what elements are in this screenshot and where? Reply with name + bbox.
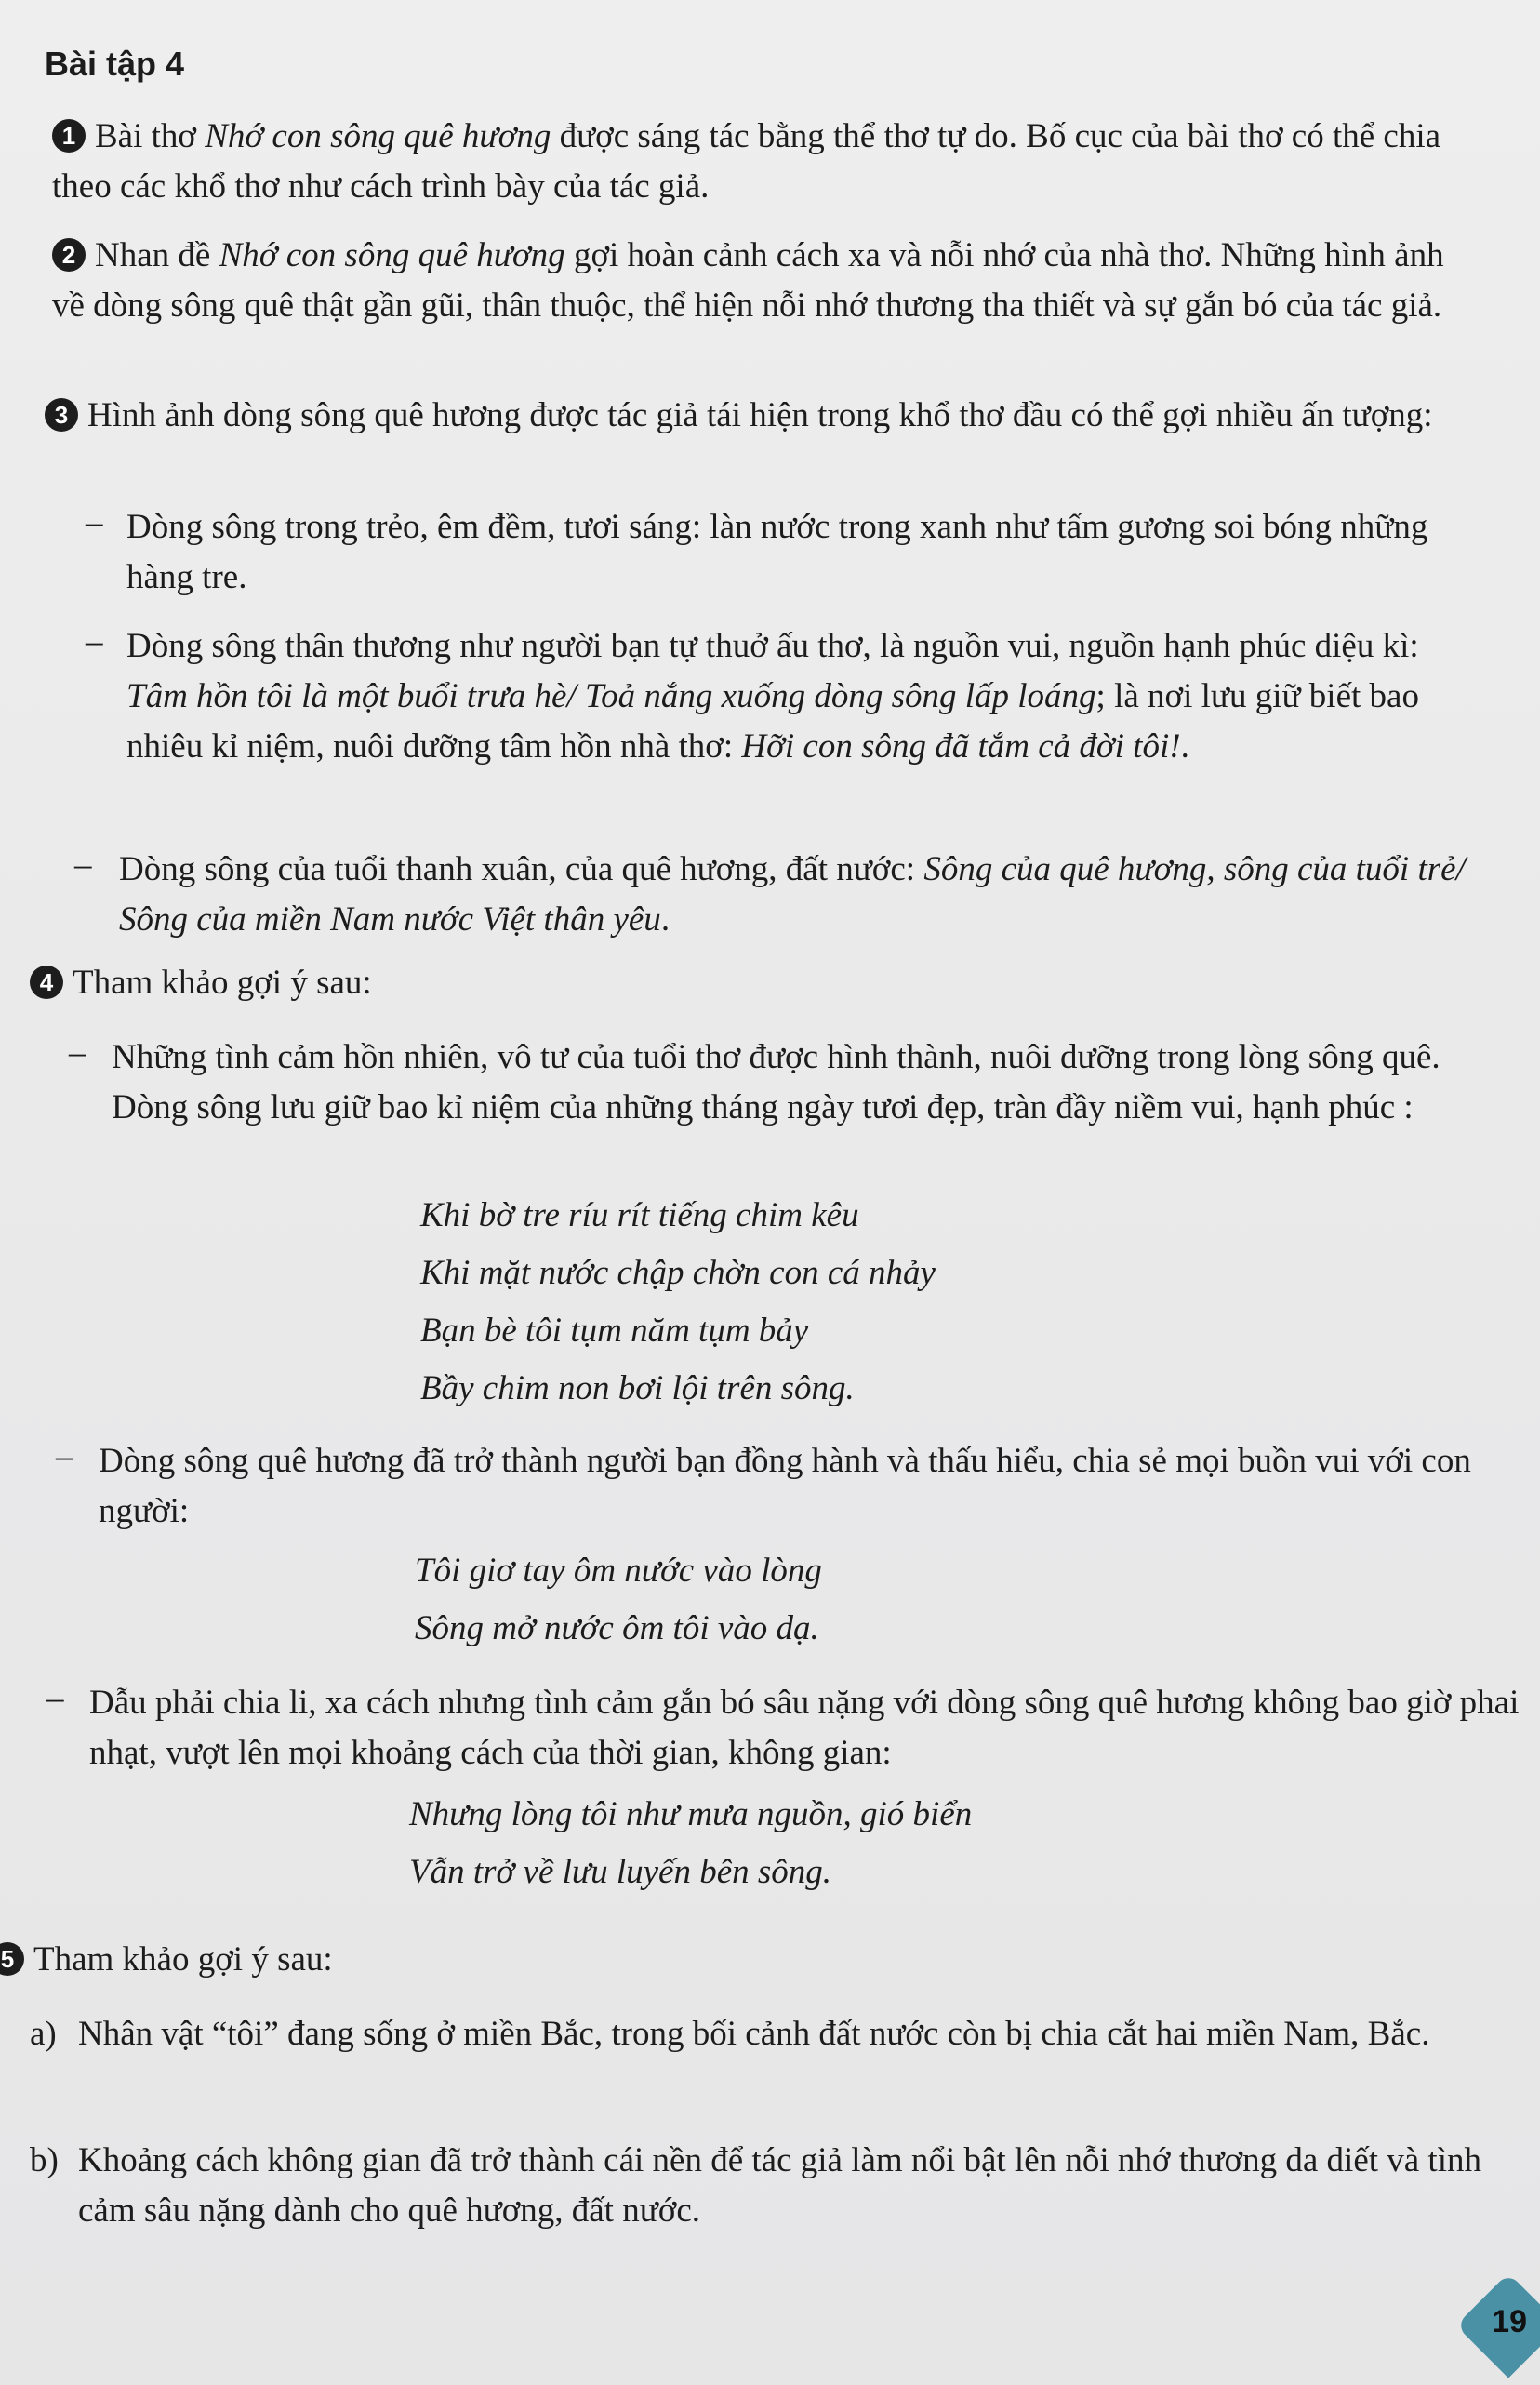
answer-4-bullet-2: Dòng sông quê hương đã trở thành người bạn đồng hành và thấu hiểu, chia sẻ mọi buồn vui với con người: [99, 1442, 1471, 1530]
poem-excerpt-3: Nhưng lòng tôi như mưa nguồn, gió biển Vẫn trở về lưu luyến bên sông. [409, 1795, 973, 1891]
poem-excerpt-1: Khi bờ tre ríu rít tiếng chim kêu Khi mặt nước chập chờn con cá nhảy Bạn bè tôi tụm năm tụm bảy Bầy chim non bơi lội trên sông. [420, 1196, 936, 1407]
answer-5-intro: 5 Tham khảo gợi ý sau: [0, 1935, 1479, 1985]
bullet-dash: – [56, 1437, 73, 1475]
item-a-label: a) [30, 2015, 57, 2053]
exercise-heading: Bài tập 4 [45, 45, 185, 83]
number-badge-5: 5 [0, 1942, 24, 1976]
answer-4-bullet-3: Dẫu phải chia li, xa cách nhưng tình cảm gắn bó sâu nặng với dòng sông quê hương không bao giờ phai nhạt, vượt lên mọi khoảng cách của thời gian, không gian: [89, 1684, 1520, 1772]
poem-excerpt-2: Tôi giơ tay ôm nước vào lòng Sông mở nước ôm tôi vào dạ. [415, 1552, 822, 1647]
page-number: 19 [1492, 2304, 1527, 2339]
bullet-dash: – [69, 1033, 86, 1072]
bullet-dash: – [74, 846, 92, 884]
answer-3-bullet-1: Dòng sông trong trẻo, êm đềm, tươi sáng: làn nước trong xanh như tấm gương soi bóng những hàng tre. [126, 508, 1428, 596]
answer-5-item-b: Khoảng cách không gian đã trở thành cái nền để tác giả làm nổi bật lên nỗi nhớ thương da diết và tình cảm sâu nặng dành cho quê hương, đất nước. [78, 2141, 1481, 2230]
answer-3-intro: 3 Hình ảnh dòng sông quê hương được tác giả tái hiện trong khổ thơ đầu có thể gợi nhiều ấn tượng: [45, 391, 1467, 441]
answer-4-bullet-1: Những tình cảm hồn nhiên, vô tư của tuổi thơ được hình thành, nuôi dưỡng trong lòng sông quê. Dòng sông lưu giữ bao kỉ niệm của những tháng ngày tươi đẹp, tràn đầy niềm vui, hạnh phúc : [112, 1038, 1440, 1126]
answer-3-bullet-2: Dòng sông thân thương như người bạn tự thuở ấu thơ, là nguồn vui, nguồn hạnh phúc diệu kì: Tâm hồn tôi là một buổi trưa hè/ Toả nắng xuống dòng sông lấp loáng; là nơi lưu giữ biết bao nhiêu kỉ niệm, nuôi dưỡng tâm hồn nhà thơ: Hỡi con sông đã tắm cả đời tôi!. [126, 627, 1419, 766]
answer-4-intro: 4 Tham khảo gợi ý sau: [30, 958, 1462, 1008]
answer-2: 2 Nhan đề Nhớ con sông quê hương gợi hoàn cảnh cách xa và nỗi nhớ của nhà thơ. Những hình ảnh về dòng sông quê thật gần gũi, thân thuộc, thể hiện nỗi nhớ thương tha thiết và sự gắn bó của tác giả. [52, 236, 1444, 325]
bullet-dash: – [86, 503, 103, 541]
number-badge-3: 3 [45, 398, 78, 432]
item-b-label: b) [30, 2141, 59, 2179]
answer-3-bullet-3: Dòng sông của tuổi thanh xuân, của quê hương, đất nước: Sông của quê hương, sông của tuổi trẻ/ Sông của miền Nam nước Việt thân yêu. [119, 850, 1466, 939]
number-badge-2: 2 [52, 238, 86, 272]
number-badge-1: 1 [52, 119, 86, 153]
answer-5-item-a: Nhân vật “tôi” đang sống ở miền Bắc, trong bối cảnh đất nước còn bị chia cắt hai miền Nam, Bắc. [78, 2015, 1430, 2053]
number-badge-4: 4 [30, 966, 63, 999]
bullet-dash: – [86, 622, 103, 660]
bullet-dash: – [46, 1679, 64, 1717]
answer-1: 1 Bài thơ Nhớ con sông quê hương được sáng tác bằng thể thơ tự do. Bố cục của bài thơ có thể chia theo các khổ thơ như cách trình bày của tác giả. [52, 117, 1441, 206]
